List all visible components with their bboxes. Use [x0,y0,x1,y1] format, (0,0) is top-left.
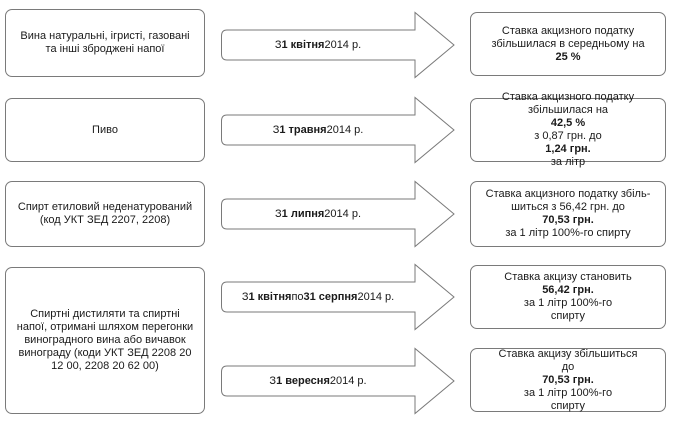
product-label-beer: Пиво [92,123,118,136]
product-box-beer [5,98,205,162]
product-label-wine: Вина натуральні, ігристі, газовані та інші зброджені напої [20,30,190,55]
result-box-beer [470,91,666,168]
product-label-distillates: Спиртні дистиляти та спиртні напої, отримані шляхом перегонки виноградного вина або вичавок винограду (коди УКТ ЗЕД 2208 20 12 00, 2208 20 62 00) [16,308,194,372]
date-arrow-beer [221,97,455,163]
date-label-distillates-2: З 1 вересня 2014 р. [269,375,367,387]
date-arrow-distillates-2 [221,348,455,414]
product-box-ethyl-spirit [5,181,205,247]
product-box-distillates [5,267,205,414]
result-text-wine: Ставка акцизного податку збільшилася в середньому на 25 % [491,24,645,63]
result-text-distillates-1: Ставка акцизу становить 56,42 грн. за 1 літр 100%-го спирту [504,271,632,322]
date-arrow-ethyl-spirit [221,181,455,247]
product-label-ethyl-spirit: Спирт етиловий неденатурований (код УКТ ЗЕД 2207, 2208) [17,201,193,226]
product-box-wine [5,9,205,77]
result-text-beer: Ставка акцизного податку збільшилася на 42,5 % з 0,87 грн. до 1,24 грн. за літр [501,91,635,168]
result-box-distillates-2 [470,348,666,412]
result-text-distillates-2: Ставка акцизу збільшиться до 70,53 грн. за 1 літр 100%-го спирту [498,347,638,412]
date-arrow-wine [221,12,455,78]
date-label-ethyl-spirit: З 1 липня 2014 р. [275,208,361,220]
date-arrow-distillates-1 [221,264,455,330]
result-box-wine [470,12,666,76]
result-box-ethyl-spirit [470,181,666,247]
result-text-ethyl-spirit: Ставка акцизного податку збіль- шиться з 56,42 грн. до 70,53 грн. за 1 літр 100%-го спирту [485,188,651,239]
result-box-distillates-1 [470,265,666,329]
date-label-distillates-1: З 1 квітня по 31 серпня 2014 р. [241,291,395,303]
date-label-beer: З 1 травня 2014 р. [272,124,364,136]
date-label-wine: З 1 квітня 2014 р. [274,39,362,51]
